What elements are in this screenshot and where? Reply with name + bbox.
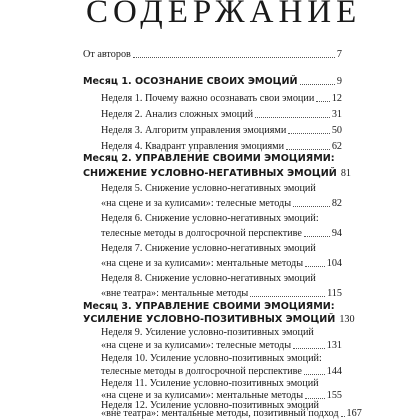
toc-entry-text: Неделя 1. Почему важно осознавать свои эмоции bbox=[101, 93, 315, 104]
toc-entry-week-12-line1[interactable]: Неделя 12. Усиление условно-позитивных эмоций bbox=[101, 400, 319, 411]
toc-month-2-heading-line1[interactable]: Месяц 2. УПРАВЛЕНИЕ СВОИМИ ЭМОЦИЯМИ: bbox=[83, 153, 335, 164]
toc-page-number: 62 bbox=[331, 141, 342, 152]
leader-dots bbox=[304, 374, 325, 375]
toc-entry-week-6-line1[interactable]: Неделя 6. Снижение условно-негативных эмоций: bbox=[101, 213, 319, 224]
toc-page-number: 104 bbox=[326, 258, 342, 269]
toc-page-number: 12 bbox=[331, 93, 342, 104]
toc-entry-text: «на сцене и за кулисами»: телесные методы bbox=[101, 198, 292, 209]
month-heading-text: СНИЖЕНИЕ УСЛОВНО-НЕГАТИВНЫХ ЭМОЦИЙ bbox=[83, 168, 337, 179]
toc-entry-text: «вне театра»: ментальные методы, позитивный подход bbox=[101, 408, 339, 419]
toc-entry-week-5-line1[interactable]: Неделя 5. Снижение условно-негативных эмоций bbox=[101, 183, 316, 194]
page-title: СОДЕРЖАНИЕ bbox=[86, 0, 362, 30]
toc-entry-text: Неделя 3. Алгоритм управления эмоциями bbox=[101, 125, 287, 136]
toc-entry-text: От авторов bbox=[83, 49, 131, 60]
toc-entry-week-8-line1[interactable]: Неделя 8. Снижение условно-негативных эмоций bbox=[101, 273, 316, 284]
toc-month-1-heading[interactable] bbox=[83, 75, 342, 88]
toc-entry-text: Неделя 2. Анализ сложных эмоций bbox=[101, 109, 254, 120]
leader-dots bbox=[250, 296, 325, 297]
toc-page-number: 7 bbox=[336, 49, 342, 60]
leader-dots bbox=[300, 84, 335, 85]
toc-page-number: 31 bbox=[331, 109, 342, 120]
toc-page-number: 155 bbox=[326, 390, 342, 401]
leader-dots bbox=[304, 236, 330, 237]
toc-entry-text: «на сцене и за кулисами»: ментальные методы bbox=[101, 258, 304, 269]
toc-month-3-heading-line1[interactable]: Месяц 3. УПРАВЛЕНИЕ СВОИМИ ЭМОЦИЯМИ: bbox=[83, 301, 335, 312]
toc-page-number: 115 bbox=[327, 288, 342, 299]
toc-page-number: 144 bbox=[326, 366, 342, 377]
toc-entry-text: «на сцене и за кулисами»: ментальные методы bbox=[101, 390, 304, 401]
toc-page-number: 81 bbox=[340, 168, 351, 179]
month-heading-text: Месяц 1. ОСОЗНАНИЕ СВОИХ ЭМОЦИЙ bbox=[83, 76, 298, 87]
toc-entry-week-10-line1[interactable]: Неделя 10. Усиление условно-позитивных эмоций: bbox=[101, 353, 322, 364]
toc-page-number: 131 bbox=[326, 340, 342, 351]
toc-entry-week-11-line1[interactable]: Неделя 11. Усиление условно-позитивных эмоций bbox=[101, 378, 319, 389]
leader-dots bbox=[286, 149, 330, 150]
leader-dots bbox=[305, 266, 325, 267]
toc-page-number: 50 bbox=[331, 125, 342, 136]
toc-entry-text: Неделя 4. Квадрант управления эмоциями bbox=[101, 141, 285, 152]
toc-entry-text: телесные методы в долгосрочной перспективе bbox=[101, 228, 302, 239]
toc-entry-week-9-line1[interactable]: Неделя 9. Усиление условно-позитивных эмоций bbox=[101, 327, 314, 338]
toc-page-number: 82 bbox=[331, 198, 342, 209]
toc-page-number: 130 bbox=[339, 314, 355, 325]
toc-page-number: 167 bbox=[346, 408, 362, 419]
toc-page-number: 94 bbox=[331, 228, 342, 239]
toc-entry-text: «вне театра»: ментальные методы bbox=[101, 288, 249, 299]
leader-dots bbox=[288, 133, 330, 134]
leader-dots bbox=[293, 206, 330, 207]
toc-page-number: 9 bbox=[336, 76, 342, 87]
leader-dots bbox=[341, 416, 345, 417]
toc-month-2-heading[interactable] bbox=[83, 167, 351, 180]
leader-dots bbox=[293, 348, 325, 349]
toc-entry-text: «на сцене и за кулисами»: телесные методы bbox=[101, 340, 292, 351]
leader-dots bbox=[133, 57, 335, 58]
toc-entry-week-7-line1[interactable]: Неделя 7. Снижение условно-негативных эмоций bbox=[101, 243, 316, 254]
month-heading-text: УСИЛЕНИЕ УСЛОВНО-ПОЗИТИВНЫХ ЭМОЦИЙ bbox=[83, 314, 336, 325]
toc-entry-text: телесные методы в долгосрочной перспективе bbox=[101, 366, 302, 377]
toc-month-3-heading[interactable] bbox=[83, 313, 355, 326]
leader-dots bbox=[316, 101, 330, 102]
leader-dots bbox=[255, 117, 330, 118]
